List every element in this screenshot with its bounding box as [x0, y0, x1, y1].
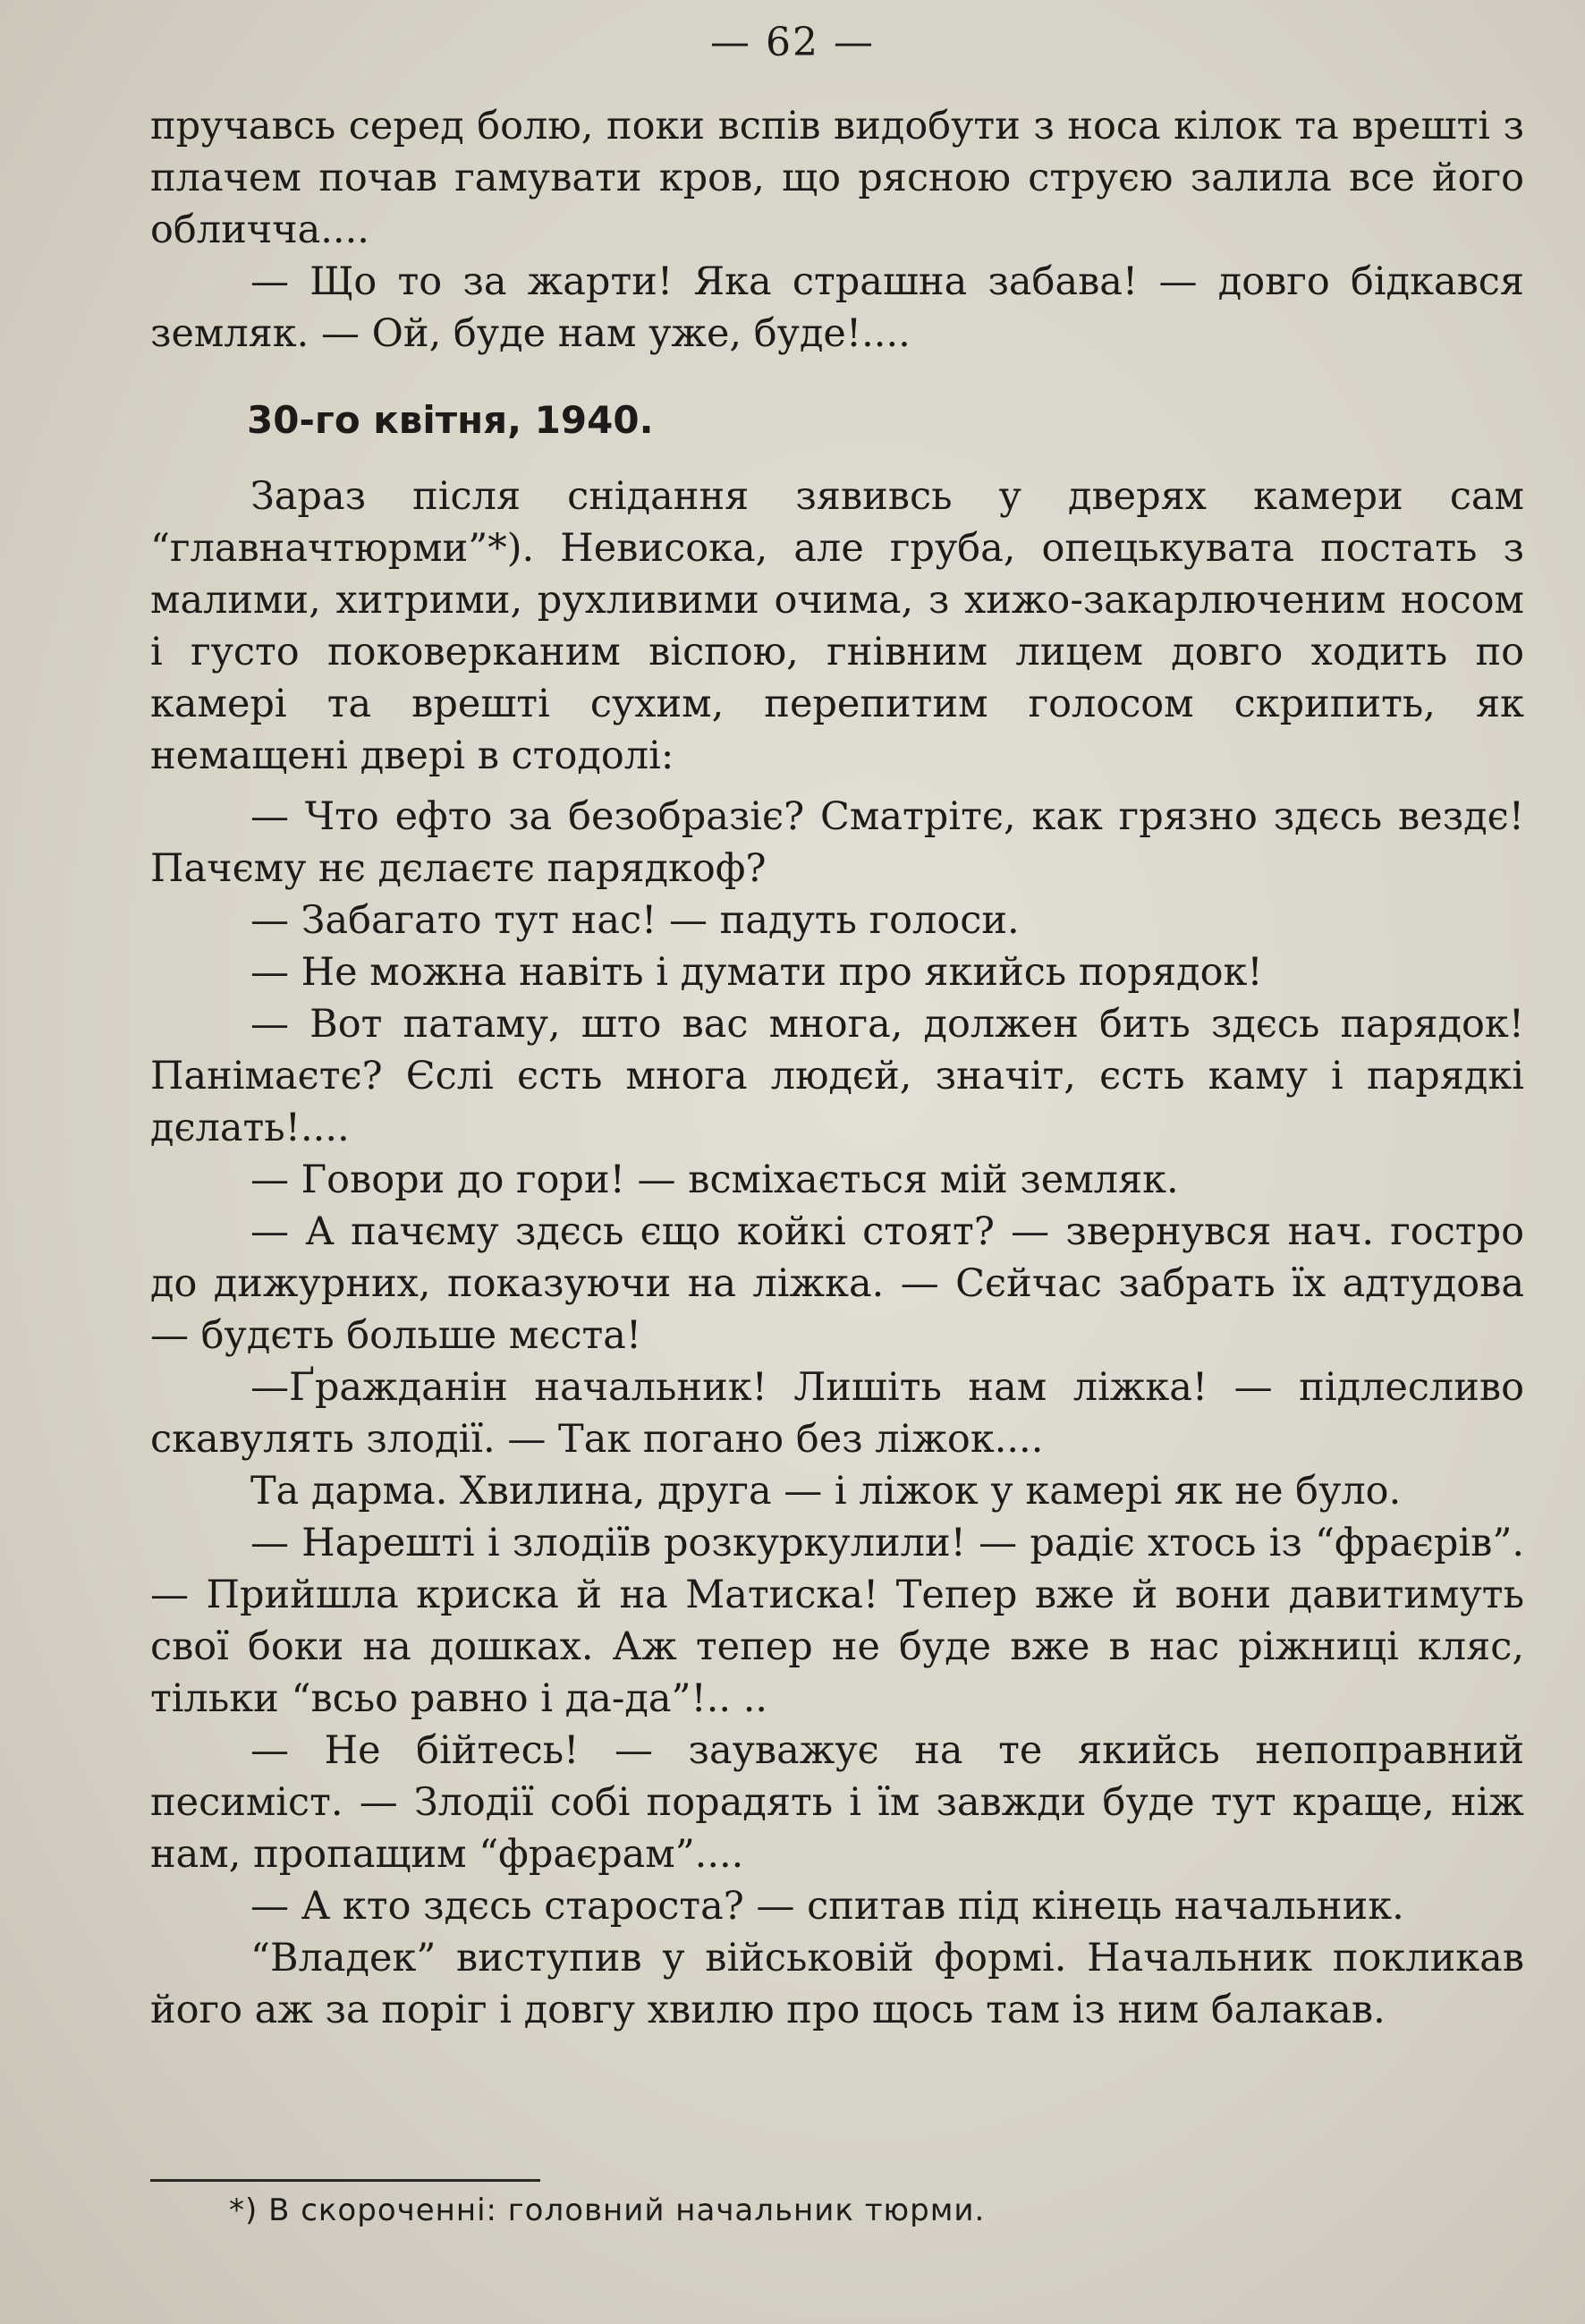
paragraph-continued: пручавсь серед болю, поки вспів видобути з носа кілок та врешті з плачем почав гамувати кров, що рясною струєю залила все його обличча.... — [150, 104, 1524, 252]
paragraph: Зараз після снідання зявивсь у дверях камери сам “главначтюрми”*). Невисока, але груба, опецькувата постать з малими, хитрими, рухливими очима, з хижо-закарлюченим носом і густо поковерканим віспою, гнівним лицем довго ходить по камері та врешті сухим, перепитим голосом скрипить, як немащені двері в стодолі: — [150, 474, 1524, 778]
dialogue-line: — А кто здєсь староста? — спитав під кінець начальник. — [250, 1884, 1404, 1929]
page-number: — 62 — — [710, 20, 875, 65]
dialogue-line: — Говори до гори! — всміхається мій земляк. — [250, 1158, 1179, 1202]
dialogue-line: — А пачєму здєсь єщо койкі стоят? — звернувся нач. гостро до дижурних, показуючи на ліжка. — Сєйчас забрать їх адтудова — будєть больше мєста! — [150, 1209, 1524, 1358]
dialogue-line: — Не можна навіть і думати про якийсь порядок! — [250, 950, 1263, 995]
paragraph-gap — [150, 782, 1524, 791]
dialogue-line: — Вот патаму, што вас многа, должен бить здєсь парядок! Панімаєтє? Єслі єсть многа людєй, значіт, єсть каму і парядкі дєлать!.... — [150, 1002, 1524, 1150]
paragraph: — Що то за жарти! Яка страшна забава! — довго бідкався земляк. — Ой, буде нам уже, буде!.... — [150, 259, 1524, 356]
dialogue-line: — Забагато тут нас! — падуть голоси. — [250, 898, 1020, 943]
paragraph: Та дарма. Хвилина, друга — і ліжок у камері як не було. — [250, 1469, 1402, 1514]
dialogue-line: — Что ефто за безобразіє? Сматрітє, как грязно здєсь вездє! Пачєму нє дєлаєтє парядкоф? — [150, 794, 1524, 891]
footnote-divider — [150, 2179, 540, 2182]
dialogue-line: — Нарешті і злодіїв розкуркулили! — радіє хтось із “фраєрів”. — Прийшла криска й на Матиска! Тепер вже й вони давитимуть свої боки на дошках. Аж тепер не буде вже в нас ріжниці кляс, тільки “всьо равно і да-да”!.. .. — [150, 1521, 1524, 1721]
dialogue-line: — Не бійтесь! — зауважує на те якийсь непоправний песиміст. — Злодії собі порадять і їм завжди буде тут краще, ніж нам, пропащим “фраєрам”.... — [150, 1728, 1524, 1877]
paragraph: “Владек” виступив у військовій формі. Начальник покликав його аж за поріг і довгу хвилю про щось там із ним балакав. — [150, 1936, 1524, 2032]
date-heading: 30-го квітня, 1940. — [247, 398, 654, 442]
dialogue-line: —Ґражданін начальник! Лишіть нам ліжка! — підлесливо скавулять злодії. — Так погано без ліжок.... — [150, 1365, 1524, 1462]
page-body — [150, 100, 1524, 2036]
footnote: *) В скороченні: головний начальник тюрми. — [229, 2193, 986, 2228]
